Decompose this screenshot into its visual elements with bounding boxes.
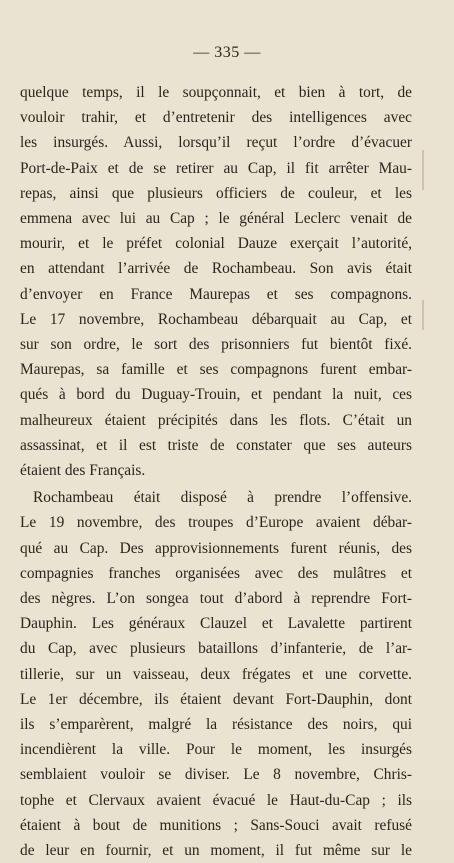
text-line: de leur en fournir, et un moment, il fut même sur le [20,842,412,860]
text-line: assassinat, et il est triste de constater que ses auteurs [20,436,412,454]
text-line: d’envoyer en France Maurepas et ses compagnons. [20,285,412,303]
text-line: mourir, et le préfet colonial Dauze exerçait l’autorité, [20,235,412,253]
text-line: qués à bord du Duguay-Trouin, et pendant la nuit, ces [20,386,412,404]
text-line: tillerie, sur un vaisseau, deux frégates et une corvette. [20,665,412,683]
text-line: quelque temps, il le soupçonnait, et bien à tort, de [20,84,412,101]
text-line: malheureux étaient précipités dans les flots. C’était un [20,411,412,429]
text-line: Port-de-Paix et de se retirer au Cap, il fit arrêter Mau- [20,159,412,177]
text-line: Maurepas, sa famille et ses compagnons furent embar- [20,361,412,379]
text-line: Le 1er décembre, ils étaient devant Fort-Dauphin, dont [20,690,412,708]
text-line: compagnies franches organisées avec des mulâtres et [20,564,412,582]
paper-crease-mark [422,300,424,330]
text-line: sur son ordre, le sort des prisonniers fut bientôt fixé. [20,336,412,354]
text-line: Dauphin. Les généraux Clauzel et Lavalette partirent [20,615,412,633]
text-line: tophe et Clervaux avaient évacué le Haut-du-Cap ; ils [20,791,412,809]
text-line: étaient des Français. [20,462,146,480]
text-line: ils s’emparèrent, malgré la résistance des noirs, qui [20,716,412,734]
paragraph-1 [20,80,412,483]
text-line: en attendant l’arrivée de Rochambeau. Son avis était [20,260,412,278]
text-line: emmena avec lui au Cap ; le général Leclerc venait de [20,210,412,228]
paragraph-2 [20,485,412,863]
page-number: — 335 — [193,44,261,61]
text-line: les insurgés. Aussi, lorsqu’il reçut l’ordre d’évacuer [20,134,412,152]
body-text [20,80,412,863]
paper-crease-mark [422,150,424,190]
text-line: incendièrent la ville. Pour le moment, les insurgés [20,741,412,759]
text-line: des nègres. L’on songea tout d’abord à reprendre Fort- [20,590,412,608]
text-line: étaient à bout de munitions ; Sans-Souci avait refusé [20,816,412,834]
text-line: repas, ainsi que plusieurs officiers de couleur, et les [20,184,412,202]
text-line: Le 19 novembre, des troupes d’Europe avaient débar- [20,514,412,532]
text-line: du Cap, avec plusieurs bataillons d’infanterie, de l’ar- [20,640,412,658]
text-line: Rochambeau était disposé à prendre l’offensive. [33,489,412,507]
text-line: vouloir trahir, et d’entretenir des intelligences avec [20,109,412,127]
text-line: qué au Cap. Des approvisionnements furent réunis, des [20,539,412,557]
text-line: Le 17 novembre, Rochambeau débarquait au Cap, et [20,310,412,328]
text-line: semblaient vouloir se diviser. Le 8 novembre, Chris- [20,766,412,784]
